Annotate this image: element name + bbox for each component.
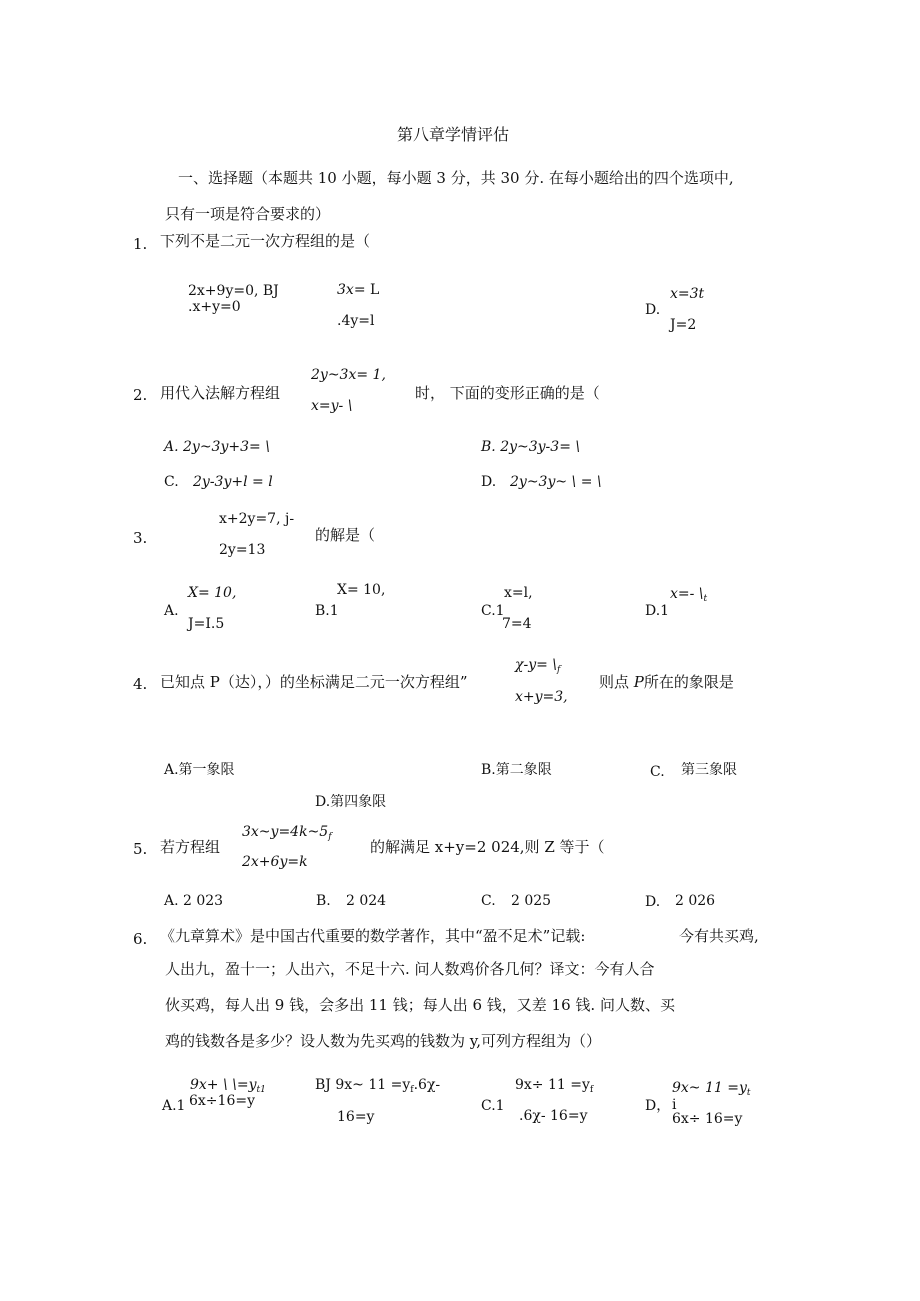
q3-option-c-line1: x=l, [504, 585, 533, 601]
q2-option-a: A. 2y~3y+3= \ [164, 439, 270, 455]
q2-option-c: 2y-3y+l = l [193, 474, 273, 490]
q3-option-a-line1: X= 10, [188, 585, 237, 601]
q5-option-c-label: C. [481, 893, 496, 909]
section-heading-cont: 只有一项是符合要求的） [165, 205, 331, 223]
q4-number: 4. [133, 675, 148, 693]
q6-option-c-line2: .6χ- 16=y [519, 1108, 588, 1124]
q5-system-line2: 2x+6y=k [242, 854, 308, 870]
q6-option-a-line2: 6x÷16=y [189, 1093, 255, 1109]
q2-stem-cont: 时， 下面的变形正确的是（ [415, 384, 600, 402]
q1-option-d-line2: J=2 [670, 317, 697, 333]
q3-number: 3. [133, 529, 148, 547]
q6-line4: 鸡的钱数各是多少？设人数为先买鸡的钱数为 y,可列方程组为（） [165, 1032, 602, 1050]
q5-option-d-label: D. [645, 894, 661, 910]
q3-option-b-line1: X= 10, [337, 582, 386, 598]
q3-option-c-label: C.1 [481, 603, 505, 619]
q6-option-d-line2: 6x÷ 16=y [672, 1111, 743, 1127]
q5-system-line1: $3x\sim y=4k\sim 5_f$ [242, 824, 332, 842]
q5-stem: 若方程组 [160, 838, 221, 856]
q6-option-d-line1: 9x~ $11 =y_t$ [672, 1080, 751, 1098]
q3-option-a-line2: J=I.5 [188, 616, 225, 632]
q2-option-c-label: C. [164, 474, 179, 490]
q3-option-d-line1: x=- $\backslash_t$ [670, 586, 708, 604]
q5-option-b: 2 024 [346, 893, 387, 909]
q5-option-b-label: B. [316, 893, 331, 909]
q3-option-c-line2: 7=4 [502, 616, 532, 632]
q1-option-a-line2: .x+y=0 [188, 299, 241, 315]
q4-option-b: B.第二象限 [481, 762, 552, 778]
q3-stem: 的解是（ [315, 526, 376, 544]
q5-number: 5. [133, 840, 148, 858]
q5-option-c: 2 025 [511, 893, 552, 909]
q2-number: 2. [133, 386, 148, 404]
q6-line1-end: 今有共买鸡, [679, 927, 759, 945]
q6-option-d-label: D， [645, 1098, 671, 1114]
q4-stem-cont: 则点 P所在的象限是 [599, 673, 734, 691]
q1-option-d-line1: x=3t [670, 286, 705, 302]
q2-option-d: 2y~3y~ \ = \ [510, 474, 602, 490]
q4-option-d: D.第四象限 [315, 794, 387, 810]
q1-stem: 下列不是二元一次方程组的是（ [160, 232, 371, 250]
q3-option-a-label: A. [164, 603, 179, 619]
q2-system-line1: 2y~3x= 1, [311, 367, 386, 383]
q4-system-line2: x+y=3, [515, 689, 568, 705]
q1-option-b-line1: 3x= L [337, 282, 380, 298]
q4-option-c: 第三象限 [681, 762, 737, 778]
section-heading: 一、选择题（本题共 10 小题，每小题 3 分，共 30 分. 在每小题给出的四个选项中, [178, 169, 734, 187]
q2-stem: 用代入法解方程组 [160, 384, 281, 402]
q3-option-b-label: B.1 [315, 603, 339, 619]
q1-option-b-line2: .4y=l [337, 313, 375, 329]
q6-option-a-line1: 9x+ \ $\backslash=y_{t1}$ [190, 1077, 266, 1095]
q1-option-d-label: D. [645, 302, 661, 318]
q3-option-d-label: D.1 [645, 603, 670, 619]
q6-number: 6. [133, 930, 148, 948]
q4-stem: 已知点 P（达），）的坐标满足二元一次方程组” [160, 673, 468, 691]
q5-stem-cont: 的解满足 x+y=2 024,则 Z 等于（ [370, 838, 605, 856]
q4-option-a: A.第一象限 [164, 762, 235, 778]
q6-option-d-mark: i [672, 1097, 677, 1113]
q6-line2: 人出九，盈十一；人出六，不足十六. 问人数鸡价各几何？译文：今有人合 [165, 960, 655, 978]
q6-option-a-label: A.1 [162, 1098, 186, 1114]
q5-option-d: 2 026 [675, 893, 716, 909]
q6-option-b-line1: BJ 9x~ $11 =y_f.6\chi-$ [315, 1077, 441, 1095]
q4-system-line1: $\chi-y= \backslash_f$ [515, 657, 561, 675]
q6-option-b-line2: 16=y [337, 1109, 375, 1125]
q2-system-line2: x=y- \ [311, 398, 353, 414]
q6-line1: 《九章算术》是中国古代重要的数学著作，其中“盈不足术”记载: [160, 927, 586, 945]
q3-system-line2: 2y=13 [219, 542, 266, 558]
q6-line3: 伙买鸡，每人出 9 钱，会多出 11 钱；每人出 6 钱，又差 16 钱. 问人数、买 [165, 996, 675, 1014]
q6-option-c-label: C.1 [481, 1098, 505, 1114]
page-title: 第八章学情评估 [397, 125, 510, 144]
q2-option-b: B. 2y~3y-3= \ [481, 439, 581, 455]
q1-number: 1. [133, 235, 148, 253]
q2-option-d-label: D. [481, 474, 497, 490]
q4-option-c-label: C. [650, 764, 665, 780]
q3-system-line1: x+2y=7, j- [219, 511, 295, 527]
q6-option-c-line1: $9x\div 11 =y_f$ [515, 1077, 594, 1095]
q1-option-a-line1: 2x+9y=0, BJ [188, 283, 279, 299]
q5-option-a: A. 2 023 [164, 893, 224, 909]
